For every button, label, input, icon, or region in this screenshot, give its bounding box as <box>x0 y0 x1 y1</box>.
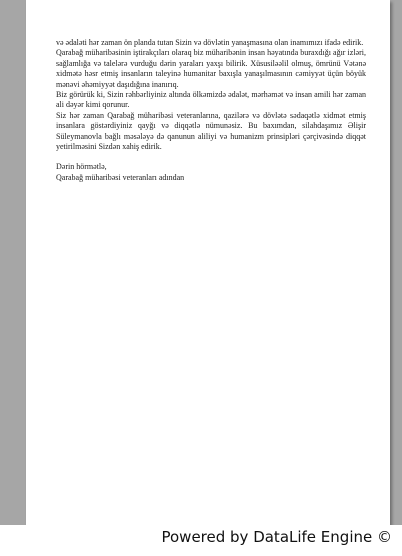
paragraph-justice: Biz görürük ki, Sizin rəhbərliyiniz altında ölkəmizdə ədalət, mərhəmət və insan amili hər zaman ali dəyər kimi qorunur. <box>56 90 366 110</box>
signature-line: Qarabağ müharibəsi veteranları adından <box>56 172 185 182</box>
paragraph-intro: və ədaləti hər zaman ön planda tutan Sizin və dövlətin yanaşmasına olan inamımızı ifadə edirik. <box>56 38 364 47</box>
paragraph-request: Siz hər zaman Qarabağ müharibəsi veteranlarına, qazilərə və dövlətə sədaqətlə xidmət etmiş insanlara göstərdiyiniz qayğı və diqqətlə nümunəsiz. Bu baxımdan, silahdaşımız Əlişir Süleymanovla bağlı məsələyə də qanunun aliliyi və humanizm prinsipləri çərçivəsində diqqət yetirilməsini Sizdən xahiş edirik. <box>56 110 366 152</box>
site-footer <box>0 525 402 556</box>
closing-line: Dərin hörmətlə, <box>56 162 107 172</box>
paragraph-war-participants: Qarabağ müharibəsinin iştirakçıları olaraq biz müharibənin insan həyatında buraxdığı ağır izləri, sağlamlığa və talelərə vurduğu dərin yaraları yaxşı bilirik. Xüsusiləəlil olmuş, ömrünü Vətənə xidmətə həsr etmiş insanların taleyinə humanitar baxışla yanaşılmasının cəmiyyət üçün böyük mənəvi əhəmiyyət daşıdığına inanırıq. <box>56 48 366 89</box>
document-page <box>26 0 390 525</box>
powered-by-text[interactable]: Powered by DataLife Engine © <box>161 528 392 546</box>
paragraph-spacer <box>56 152 366 162</box>
letter-body <box>56 38 366 183</box>
